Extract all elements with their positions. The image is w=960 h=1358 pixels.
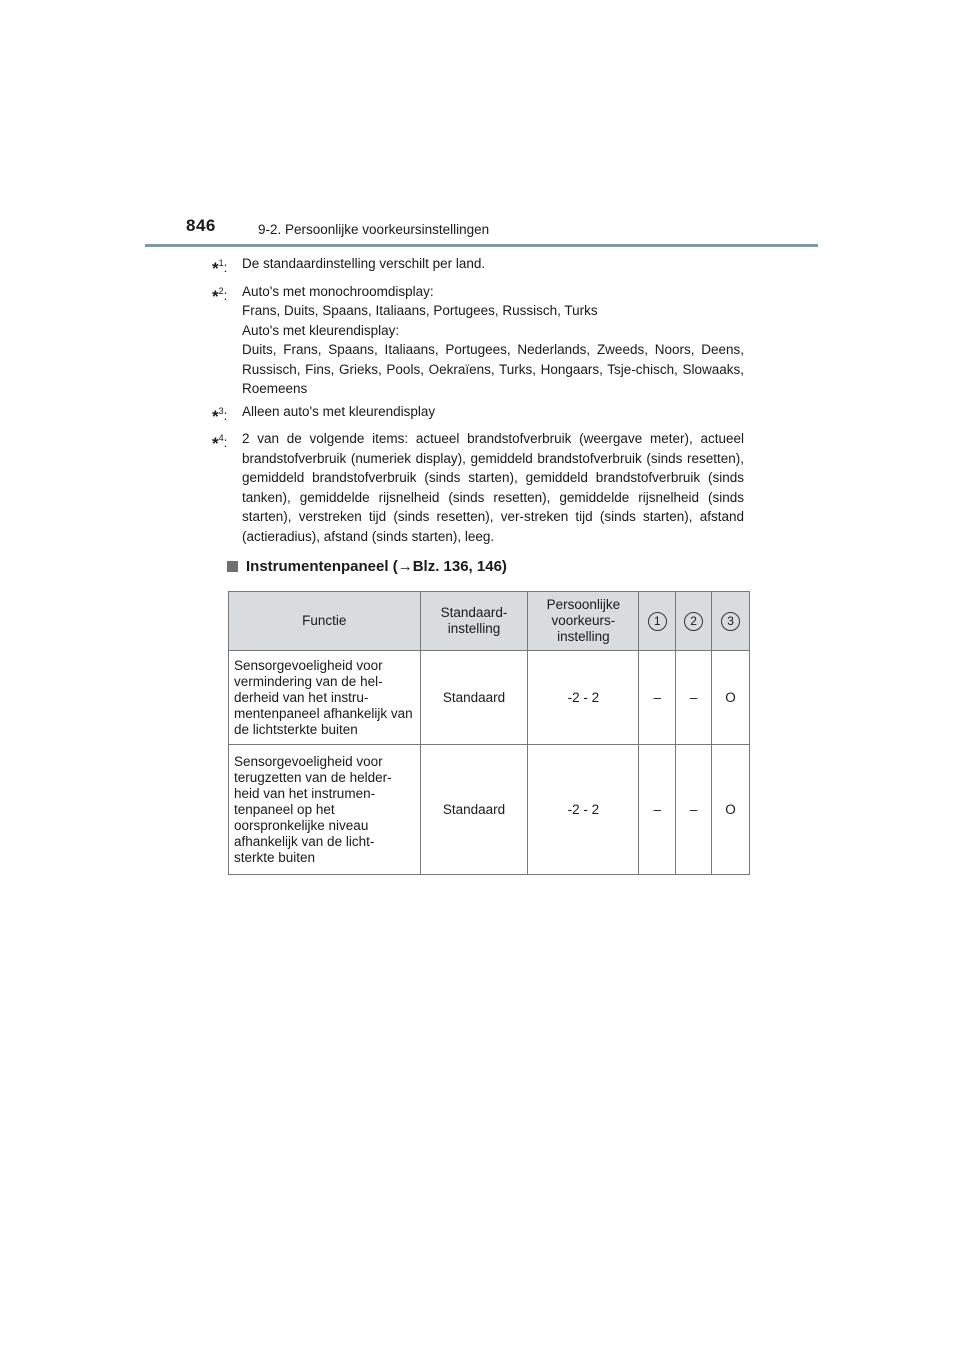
row-function: Sensorgevoeligheid voor terugzetten van de helder-heid van het instrumen-tenpaneel op het oorspronkelijke niveau afhankelijk van de licht-sterkte buiten [229, 745, 421, 875]
row-col-1: – [639, 745, 676, 875]
row-function: Sensorgevoeligheid voor vermindering van de hel-derheid van het instru-mentenpaneel afhankelijk van de lichtsterkte buiten [229, 651, 421, 745]
footnote-number: 3 [218, 405, 224, 416]
footnote-text: Alleen auto's met kleurendisplay [242, 403, 436, 419]
row-col-1: – [639, 651, 676, 745]
header-custom: Persoonlijke voorkeurs-instelling [528, 592, 639, 651]
footnote-text: Duits, Frans, Spaans, Italiaans, Portugees, Nederlands, Zweeds, Noors, Deens, Russisch, Fins, Grieks, Pools, Oekraïens, Turks, Hongaars, Tsje-chisch, Slowaaks, Roemeens [242, 342, 744, 396]
header-col-3 [712, 592, 750, 651]
footnote-number: 1 [218, 258, 224, 268]
section-title: 9-2. Persoonlijke voorkeursinstellingen [258, 222, 490, 237]
footnote-text: 2 van de volgende items: actueel brandstofverbruik (weergave meter), actueel brandstofverbruik (numeriek display), gemiddeld brandstofverbruik (sinds resetten), gemiddeld brandstofverbruik (sinds starten), gemiddeld brandstofverbruik (sinds tanken), gemiddelde rijsnelheid (sinds resetten), gemiddelde rijsnelheid (sinds starten), verstreken tijd (sinds resetten), ver-streken tijd (sinds starten), afstand (actieradius), afstand (sinds starten), leeg. [242, 431, 744, 544]
section-heading-text: Instrumentenpaneel (→Blz. 136, 146) [246, 558, 507, 575]
footnote-4: *$^4$: 2 van de volgende items: actueel brandstofverbruik (weergave meter), actueel brandstofverbruik (numeriek display), gemiddeld brandstofverbruik (sinds resetten), gemiddeld brandstofverbruik (sinds starten), gemiddeld brandstofverbruik (sinds tanken), gemiddelde rijsnelheid (sinds resetten), gemiddelde rijsnelheid (sinds starten), verstreken tijd (sinds resetten), ver-streken tijd (sinds starten), afstand (actieradius), afstand (sinds starten), leeg. [212, 429, 744, 546]
row-col-2: – [676, 651, 712, 745]
circled-1-icon: 1 [648, 612, 667, 631]
footnote-text: Frans, Duits, Spaans, Italiaans, Portugees, Russisch, Turks [242, 303, 598, 318]
header-divider [145, 244, 818, 247]
row-custom: -2 - 2 [528, 651, 639, 745]
footnote-star: * [212, 434, 219, 453]
table-row [229, 745, 750, 875]
footnote-star: * [212, 286, 219, 306]
footnote-text: Auto's met kleurendisplay: [242, 322, 400, 338]
footnote-2: *$^2$: Auto's met monochroomdisplay: Frans, Duits, Spaans, Italiaans, Portugees, Russisch, Turks Auto's met kleurendisplay: Duits, Frans, Spaans, Italiaans, Portugees, Nederlands, Zweeds, Noors, Deens, Russisch, Fins, Grieks, Pools, Oekraïens, Turks, Hongaars, Tsje-chisch, Slowaaks, Roemeens [212, 282, 744, 399]
table-row [229, 651, 750, 745]
square-bullet-icon [227, 561, 238, 572]
row-col-3: O [712, 651, 750, 745]
circled-2-icon: 2 [684, 612, 703, 631]
footnote-number: 4 [218, 433, 224, 443]
footnote-3: *$^3$: Alleen auto's met kleurendisplay [212, 402, 744, 427]
header-function: Functie [229, 592, 421, 651]
row-col-2: – [676, 745, 712, 875]
footnote-star: * [212, 406, 219, 426]
footnote-text: Auto's met monochroomdisplay: [242, 283, 434, 299]
header-col-1 [639, 592, 676, 651]
row-default: Standaard [420, 651, 528, 745]
table-header-row [229, 592, 750, 651]
page-number: 846 [186, 216, 216, 235]
row-col-3: O [712, 745, 750, 875]
footnote-1: *$^1$: De standaardinstelling verschilt per land. [212, 254, 744, 279]
footnote-text: De standaardinstelling verschilt per land. [242, 256, 486, 271]
footnote-number: 2 [218, 285, 224, 296]
header-default: Standaard-instelling [420, 592, 528, 651]
section-heading [227, 558, 507, 575]
footnotes [212, 254, 744, 549]
row-default: Standaard [420, 745, 528, 875]
row-custom: -2 - 2 [528, 745, 639, 875]
footnote-star: * [212, 259, 219, 278]
circled-3-icon: 3 [721, 612, 740, 631]
settings-table [228, 591, 750, 875]
header-col-2 [676, 592, 712, 651]
